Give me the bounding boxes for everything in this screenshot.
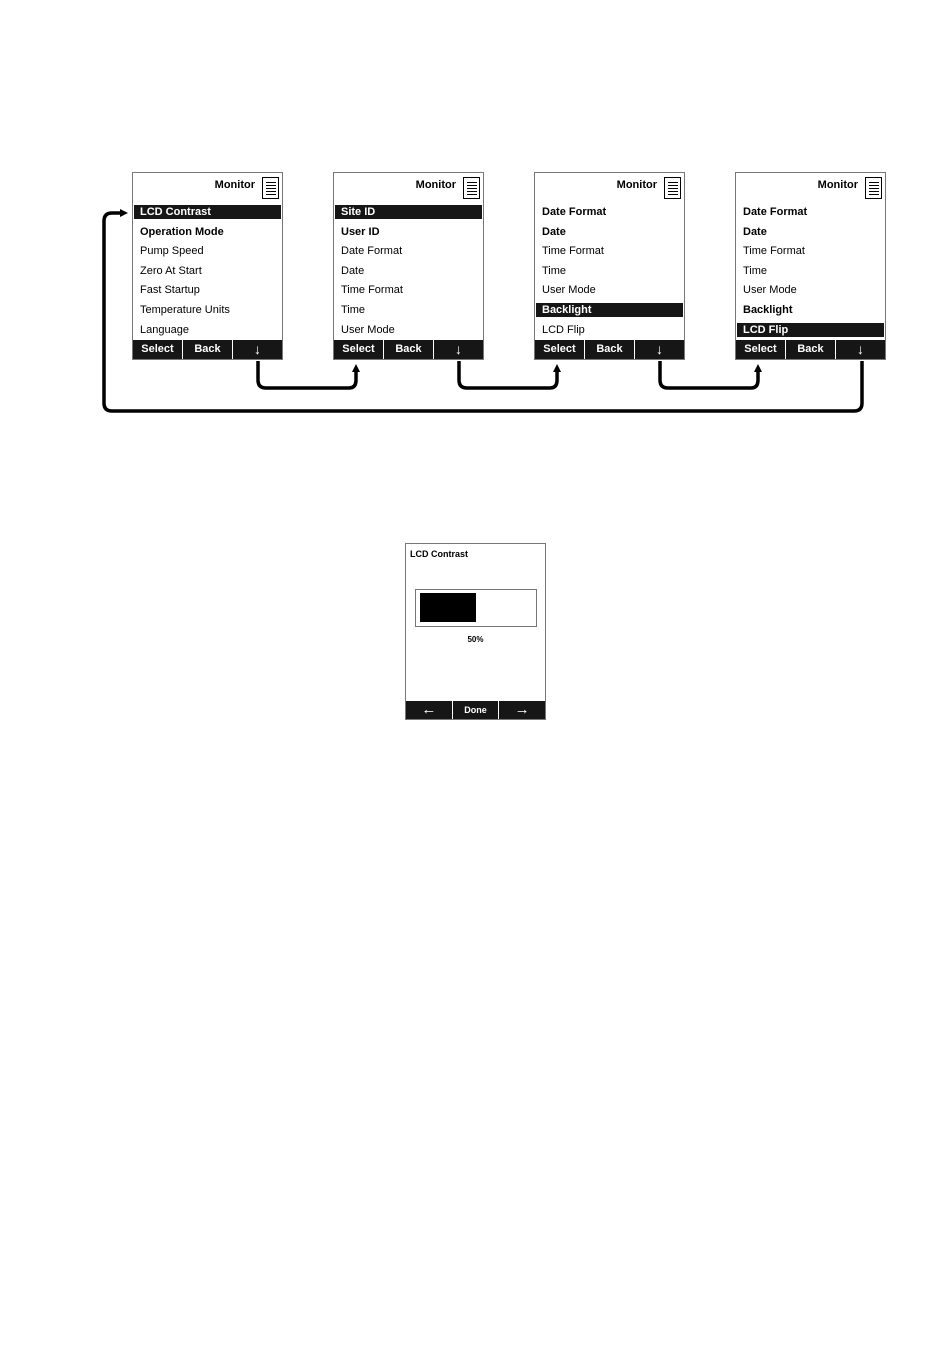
menu-item-date[interactable]: Date	[542, 225, 566, 238]
menu-item-date[interactable]: Date	[341, 264, 365, 277]
down-arrow-button[interactable]: ↓	[433, 340, 483, 359]
softkey-bar	[133, 340, 282, 359]
down-arrow-button[interactable]: ↓	[835, 340, 885, 359]
screen-title: Monitor	[214, 179, 255, 191]
flow-arrow-icon	[459, 361, 557, 388]
contrast-level-bar[interactable]	[415, 589, 537, 627]
list-menu-icon	[262, 177, 279, 199]
select-button[interactable]: Select	[342, 343, 375, 355]
menu-item-date-format[interactable]: Date Format	[743, 206, 808, 218]
monitor-screen-2	[333, 172, 484, 360]
down-arrow-button[interactable]: ↓	[634, 340, 684, 359]
softkey-bar	[535, 340, 684, 359]
screen-title: Monitor	[415, 179, 456, 191]
menu-item-time[interactable]: Time	[341, 303, 366, 316]
menu-item-zero-at-start[interactable]: Zero At Start	[140, 264, 202, 277]
back-button[interactable]: Back	[584, 340, 634, 359]
screen-title: Monitor	[616, 179, 657, 191]
list-menu-icon	[664, 177, 681, 199]
increase-arrow-button[interactable]: →	[498, 701, 545, 719]
menu-item-user-id[interactable]: User ID	[341, 225, 380, 238]
menu-item-time-format[interactable]: Time Format	[743, 245, 805, 258]
select-button[interactable]: Select	[543, 343, 576, 355]
contrast-value-label: 50%	[467, 635, 484, 644]
menu-list	[736, 205, 885, 342]
menu-item-site-id[interactable]: Site ID	[335, 205, 482, 219]
flow-arrow-icon	[660, 361, 758, 388]
menu-item-time[interactable]: Time	[542, 264, 567, 277]
list-menu-icon	[463, 177, 480, 199]
menu-list	[334, 205, 483, 342]
back-button[interactable]: Back	[182, 340, 232, 359]
screen-title: Monitor	[817, 179, 858, 191]
menu-item-fast-startup[interactable]: Fast Startup	[140, 284, 200, 297]
menu-item-user-mode[interactable]: User Mode	[542, 284, 596, 297]
screen-title: LCD Contrast	[410, 549, 468, 559]
menu-item-time-format[interactable]: Time Format	[542, 245, 604, 258]
down-arrow-button[interactable]: ↓	[232, 340, 282, 359]
menu-item-pump-speed[interactable]: Pump Speed	[140, 245, 204, 258]
monitor-screen-1	[132, 172, 283, 360]
menu-list	[535, 205, 684, 342]
menu-item-date[interactable]: Date	[743, 225, 767, 238]
softkey-bar	[334, 340, 483, 359]
select-button[interactable]: Select	[744, 343, 777, 355]
lcd-contrast-screen	[405, 543, 546, 720]
menu-item-user-mode[interactable]: User Mode	[743, 284, 797, 297]
menu-item-operation-mode[interactable]: Operation Mode	[140, 225, 224, 238]
select-button[interactable]: Select	[141, 343, 174, 355]
monitor-screen-3	[534, 172, 685, 360]
softkey-bar	[736, 340, 885, 359]
menu-item-backlight[interactable]: Backlight	[536, 303, 683, 317]
menu-item-lcd-flip[interactable]: LCD Flip	[542, 323, 585, 336]
decrease-arrow-button[interactable]: ←	[421, 701, 437, 718]
monitor-screen-4	[735, 172, 886, 360]
back-button[interactable]: Back	[383, 340, 433, 359]
menu-item-time-format[interactable]: Time Format	[341, 284, 403, 297]
done-button[interactable]: Done	[452, 701, 499, 719]
menu-item-temperature-units[interactable]: Temperature Units	[140, 303, 230, 316]
menu-list	[133, 205, 282, 342]
menu-item-language[interactable]: Language	[140, 323, 189, 336]
menu-item-date-format[interactable]: Date Format	[341, 245, 403, 258]
menu-item-lcd-contrast[interactable]: LCD Contrast	[134, 205, 281, 219]
menu-item-lcd-flip[interactable]: LCD Flip	[737, 323, 884, 337]
menu-item-backlight[interactable]: Backlight	[743, 303, 793, 316]
back-button[interactable]: Back	[785, 340, 835, 359]
menu-item-date-format[interactable]: Date Format	[542, 206, 607, 218]
softkey-bar	[406, 701, 545, 719]
menu-item-time[interactable]: Time	[743, 264, 768, 277]
menu-item-user-mode[interactable]: User Mode	[341, 323, 395, 336]
list-menu-icon	[865, 177, 882, 199]
flow-arrow-icon	[258, 361, 356, 388]
contrast-level-fill	[420, 593, 476, 622]
